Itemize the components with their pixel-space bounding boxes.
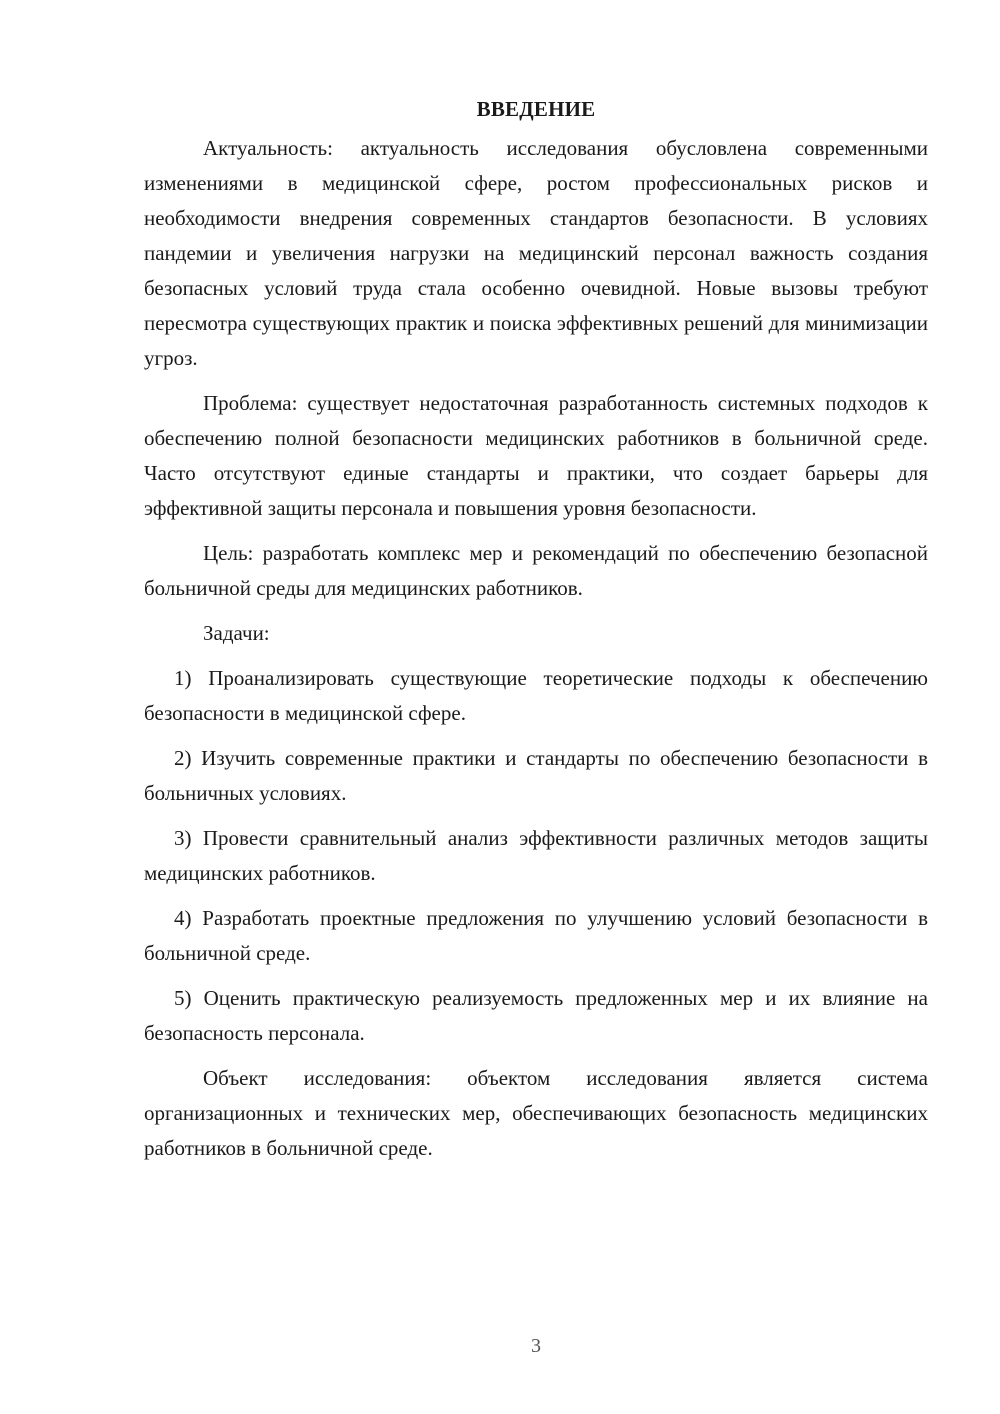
task-item: 2) Изучить современные практики и стандарты по обеспечению безопасности в больничных условиях. (144, 746, 928, 805)
task-item: 4) Разработать проектные предложения по улучшению условий безопасности в больничной среде. (144, 906, 928, 965)
section-title: ВВЕДЕНИЕ (476, 97, 596, 121)
task-item: 5) Оценить практическую реализуемость предложенных мер и их влияние на безопасность персонала. (144, 986, 928, 1045)
task-item: 1) Проанализировать существующие теоретические подходы к обеспечению безопасности в медицинской сфере. (144, 666, 928, 725)
relevance-paragraph: Актуальность: актуальность исследования обусловлена современными изменениями в медицинской сфере, ростом профессиональных рисков и необходимости внедрения современных стандартов безопасности. В условиях пандемии и увеличения нагрузки на медицинский персонал важность создания безопасных условий труда стала особенно очевидной. Новые вызовы требуют пересмотра существующих практик и поиска эффективных решений для минимизации угроз. (144, 136, 928, 370)
problem-paragraph: Проблема: существует недостаточная разработанность системных подходов к обеспечению полной безопасности медицинских работников в больничной среде. Часто отсутствуют единые стандарты и практики, что создает барьеры для эффективной защиты персонала и повышения уровня безопасности. (144, 391, 928, 520)
document-page (144, 92, 928, 1176)
task-item: 3) Провести сравнительный анализ эффективности различных методов защиты медицинских работников. (144, 826, 928, 885)
tasks-label: Задачи: (203, 621, 270, 645)
object-paragraph: Объект исследования: объектом исследования является система организационных и технических мер, обеспечивающих безопасность медицинских работников в больничной среде. (144, 1066, 928, 1160)
page-number: 3 (531, 1335, 541, 1357)
goal-paragraph: Цель: разработать комплекс мер и рекомендаций по обеспечению безопасной больничной среды для медицинских работников. (144, 541, 928, 600)
